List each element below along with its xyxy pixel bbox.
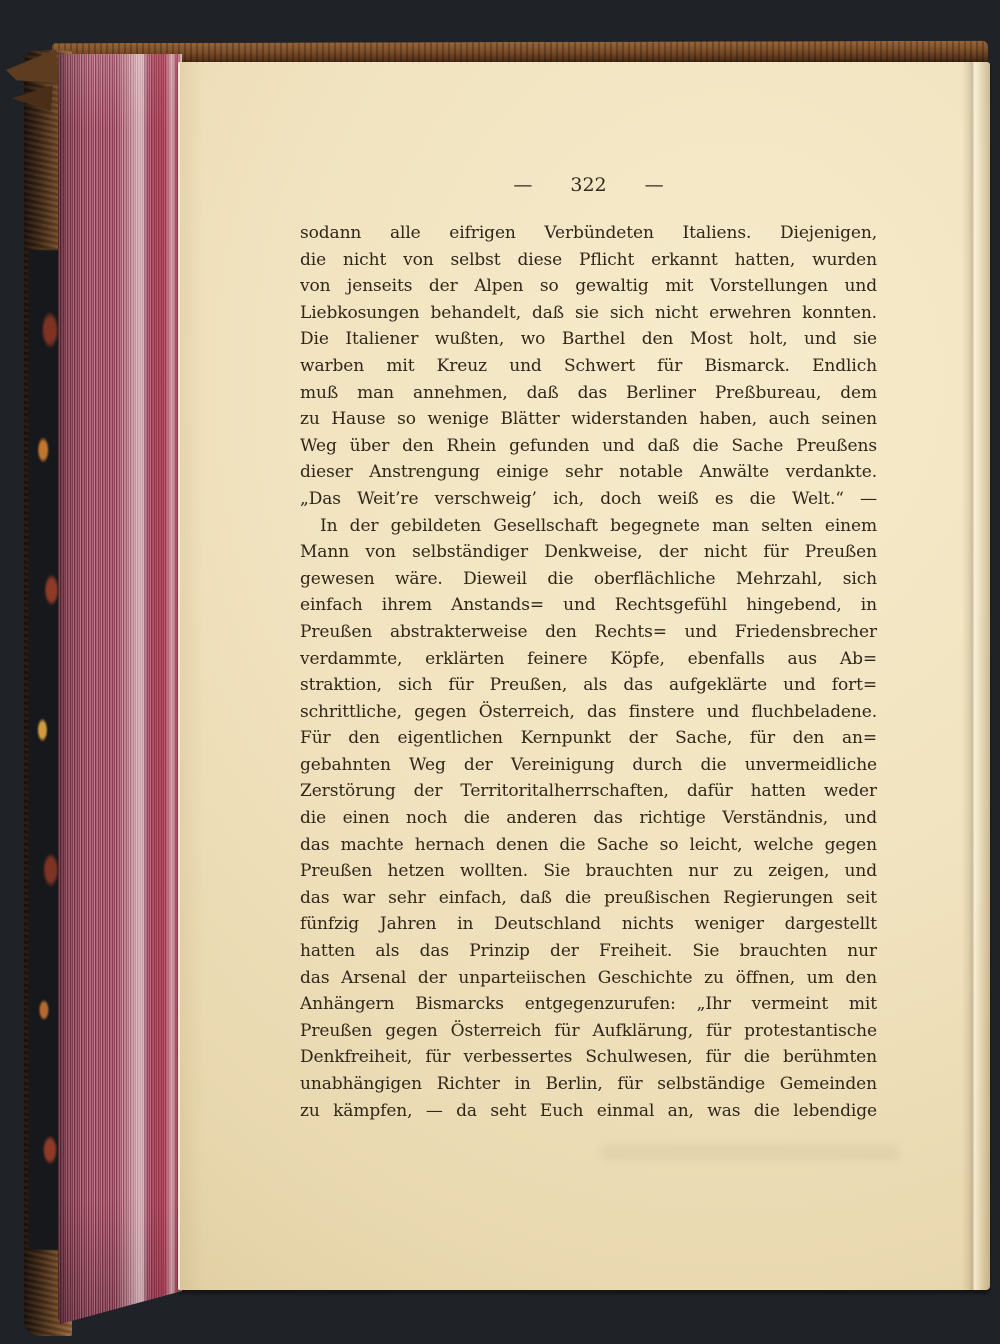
text-line: straktion, sich für Preußen, als das aufgeklärte und fort= <box>300 675 877 696</box>
text-line: Die Italiener wußten, wo Barthel den Most holt, und sie <box>300 329 877 350</box>
text-line: das war sehr einfach, daß die preußischen Regierungen seit <box>300 887 877 908</box>
text-line: muß man annehmen, daß das Berliner Preßbureau, dem <box>300 382 877 403</box>
text-line: dieser Anstrengung einige sehr notable Anwälte verdankte. <box>300 462 877 483</box>
text-line: verdammte, erklärten feinere Köpfe, ebenfalls aus Ab= <box>300 648 877 669</box>
text-line: Weg über den Rhein gefunden und daß die Sache Preußens <box>300 435 877 456</box>
text-line: Preußen abstrakterweise den Rechts= und Friedensbrecher <box>300 621 877 642</box>
page-number-dash-right: — <box>644 174 664 196</box>
text-line: gewesen wäre. Dieweil die oberflächliche Mehrzahl, sich <box>300 568 877 589</box>
book-page <box>178 62 990 1290</box>
ink-show-through <box>600 1145 900 1161</box>
page-number-dash-left: — <box>513 174 533 196</box>
text-line: „Das Weit’re verschweig’ ich, doch weiß es die Welt.“ — <box>300 488 877 509</box>
text-line: von jenseits der Alpen so gewaltig mit Vorstellungen und <box>300 276 877 297</box>
text-line: Anhängern Bismarcks entgegenzurufen: „Ihr vermeint mit <box>300 994 877 1015</box>
text-line: das machte hernach denen die Sache so leicht, welche gegen <box>300 834 877 855</box>
text-line: zu kämpfen, — da seht Euch einmal an, was die lebendige <box>300 1100 877 1121</box>
text-line: die nicht von selbst diese Pflicht erkannt hatten, wurden <box>300 249 877 270</box>
text-line-paragraph-start: In der gebildeten Gesellschaft begegnete man selten einem <box>320 515 877 536</box>
text-line: Preußen gegen Österreich für Aufklärung, für protestantische <box>300 1020 877 1041</box>
page-number-value: 322 <box>570 174 607 196</box>
text-line: sodann alle eifrigen Verbündeten Italiens. Diejenigen, <box>300 223 877 243</box>
text-line: schrittliche, gegen Österreich, das finstere und fluchbeladene. <box>300 701 877 722</box>
text-line: Zerstörung der Territoritalherrschaften, dafür hatten weder <box>300 781 877 802</box>
page-number <box>300 174 877 196</box>
text-line: hatten als das Prinzip der Freiheit. Sie brauchten nur <box>300 941 877 962</box>
text-line: fünfzig Jahren in Deutschland nichts weniger dargestellt <box>300 914 877 935</box>
text-line: Liebkosungen behandelt, daß sie sich nicht erwehren konnten. <box>300 302 877 323</box>
text-line: warben mit Kreuz und Schwert für Bismarck. Endlich <box>300 355 877 376</box>
text-line: Für den eigentlichen Kernpunkt der Sache, für den an= <box>300 728 877 749</box>
text-line: einfach ihrem Anstands= und Rechtsgefühl hingebend, in <box>300 595 877 616</box>
text-line: unabhängigen Richter in Berlin, für selbständige Gemeinden <box>300 1074 877 1094</box>
text-line: die einen noch die anderen das richtige Verständnis, und <box>300 808 877 829</box>
text-line: Denkfreiheit, für verbessertes Schulwesen, für die berühmten <box>300 1047 877 1068</box>
text-line: gebahnten Weg der Vereinigung durch die unvermeidliche <box>300 754 877 775</box>
text-line: zu Hause so wenige Blätter widerstanden haben, auch seinen <box>300 409 877 430</box>
text-line: Mann von selbständiger Denkweise, der nicht für Preußen <box>300 542 877 563</box>
pink-fore-edges <box>58 54 182 1324</box>
text-line: Preußen hetzen wollten. Sie brauchten nur zu zeigen, und <box>300 861 877 882</box>
page-text <box>300 220 877 1124</box>
text-line: das Arsenal der unparteiischen Geschichte zu öffnen, um den <box>300 967 877 988</box>
